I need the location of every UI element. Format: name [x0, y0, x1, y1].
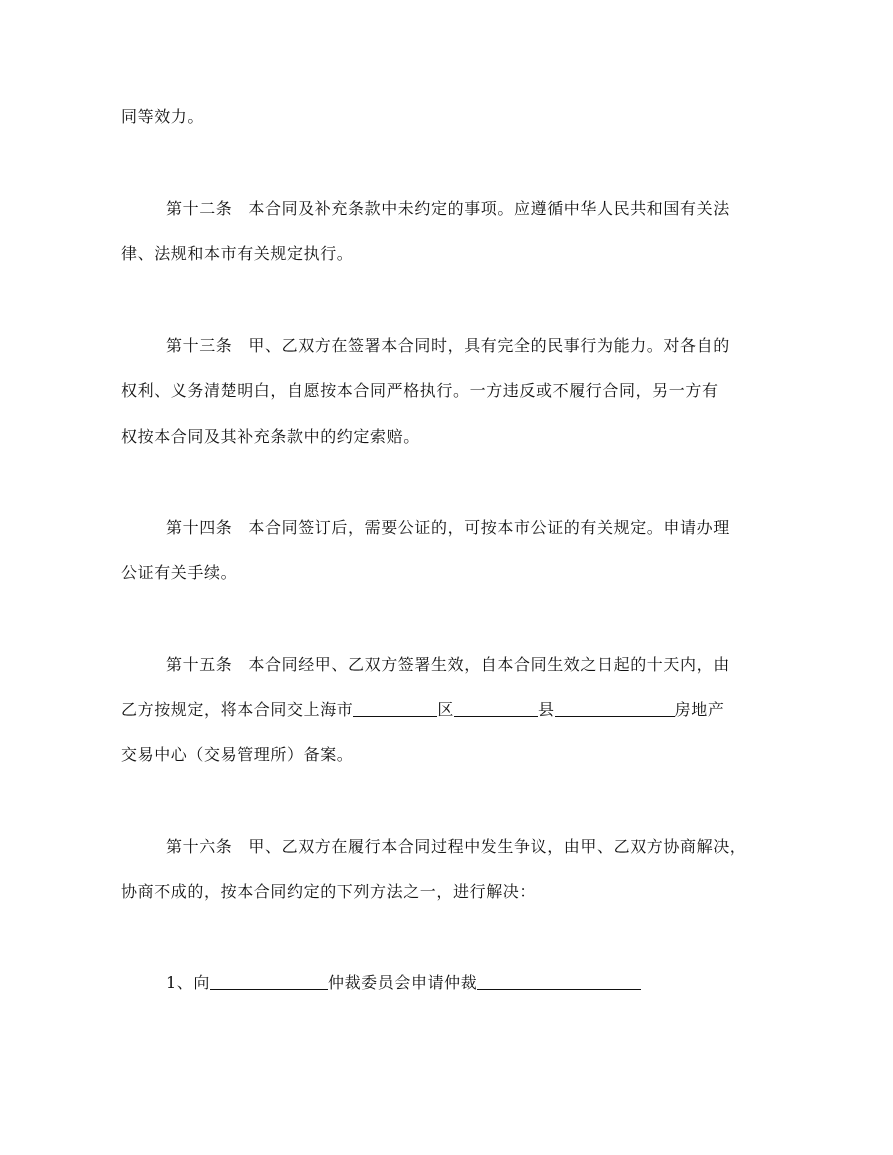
article-13-text-1: 甲、乙双方在签署本合同时，具有完全的民事行为能力。对各自的 [248, 336, 730, 355]
article-14-text-2: 公证有关手续。 [121, 563, 238, 582]
article-15-text-2d: 房地产 [674, 700, 725, 719]
option-1-text-1: 1、向 [166, 973, 210, 992]
option-1-text-2: 仲裁委员会申请仲裁 [327, 973, 478, 992]
article-14-text-1: 本合同签订后，需要公证的，可按本市公证的有关规定。申请办理 [248, 518, 730, 537]
article-13-heading: 第十三条 [166, 336, 233, 355]
article-15-heading: 第十五条 [166, 655, 233, 674]
article-15-line-1 [166, 655, 826, 675]
article-12-line-1 [166, 199, 826, 219]
article-15-line-2 [121, 700, 781, 720]
article-16-text-2: 协商不成的，按本合同约定的下列方法之一，进行解决： [121, 882, 537, 901]
option-1-line [166, 973, 826, 993]
article-12-text-2: 律、法规和本市有关规定执行。 [121, 244, 354, 263]
article-15-text-1: 本合同经甲、乙双方签署生效，自本合同生效之日起的十天内，由 [248, 655, 730, 674]
article-13-line-1 [166, 336, 826, 356]
arbitration-trailing-blank[interactable] [477, 973, 641, 990]
article-13-line-3 [121, 427, 781, 447]
article-15-line-3 [121, 745, 781, 765]
article-13-line-2 [121, 381, 781, 401]
real-estate-center-blank[interactable] [555, 700, 675, 717]
article-16-line-1 [166, 837, 826, 857]
continuation-line [121, 107, 781, 127]
article-13-text-3: 权按本合同及其补充条款中的约定索赔。 [121, 427, 420, 446]
article-12-line-2 [121, 244, 781, 264]
article-15-text-2a: 乙方按规定，将本合同交上海市 [121, 700, 354, 719]
district-blank[interactable] [353, 700, 437, 717]
article-13-text-2: 权利、义务清楚明白，自愿按本合同严格执行。一方违反或不履行合同，另一方有 [121, 381, 719, 400]
article-16-heading: 第十六条 [166, 837, 233, 856]
article-14-heading: 第十四条 [166, 518, 233, 537]
arbitration-committee-blank[interactable] [210, 973, 328, 990]
article-12-text-1: 本合同及补充条款中未约定的事项。应遵循中华人民共和国有关法 [248, 199, 730, 218]
article-15-text-2c: 县 [538, 700, 555, 719]
article-14-line-2 [121, 563, 781, 583]
article-15-text-2b: 区 [437, 700, 455, 719]
article-14-line-1 [166, 518, 826, 538]
article-16-text-1: 甲、乙双方在履行本合同过程中发生争议，由甲、乙双方协商解决， [248, 837, 747, 856]
county-blank[interactable] [454, 700, 538, 717]
article-15-text-3: 交易中心（交易管理所）备案。 [121, 745, 354, 764]
article-16-line-2 [121, 882, 781, 902]
continuation-text: 同等效力。 [121, 107, 205, 126]
article-12-heading: 第十二条 [166, 199, 233, 218]
